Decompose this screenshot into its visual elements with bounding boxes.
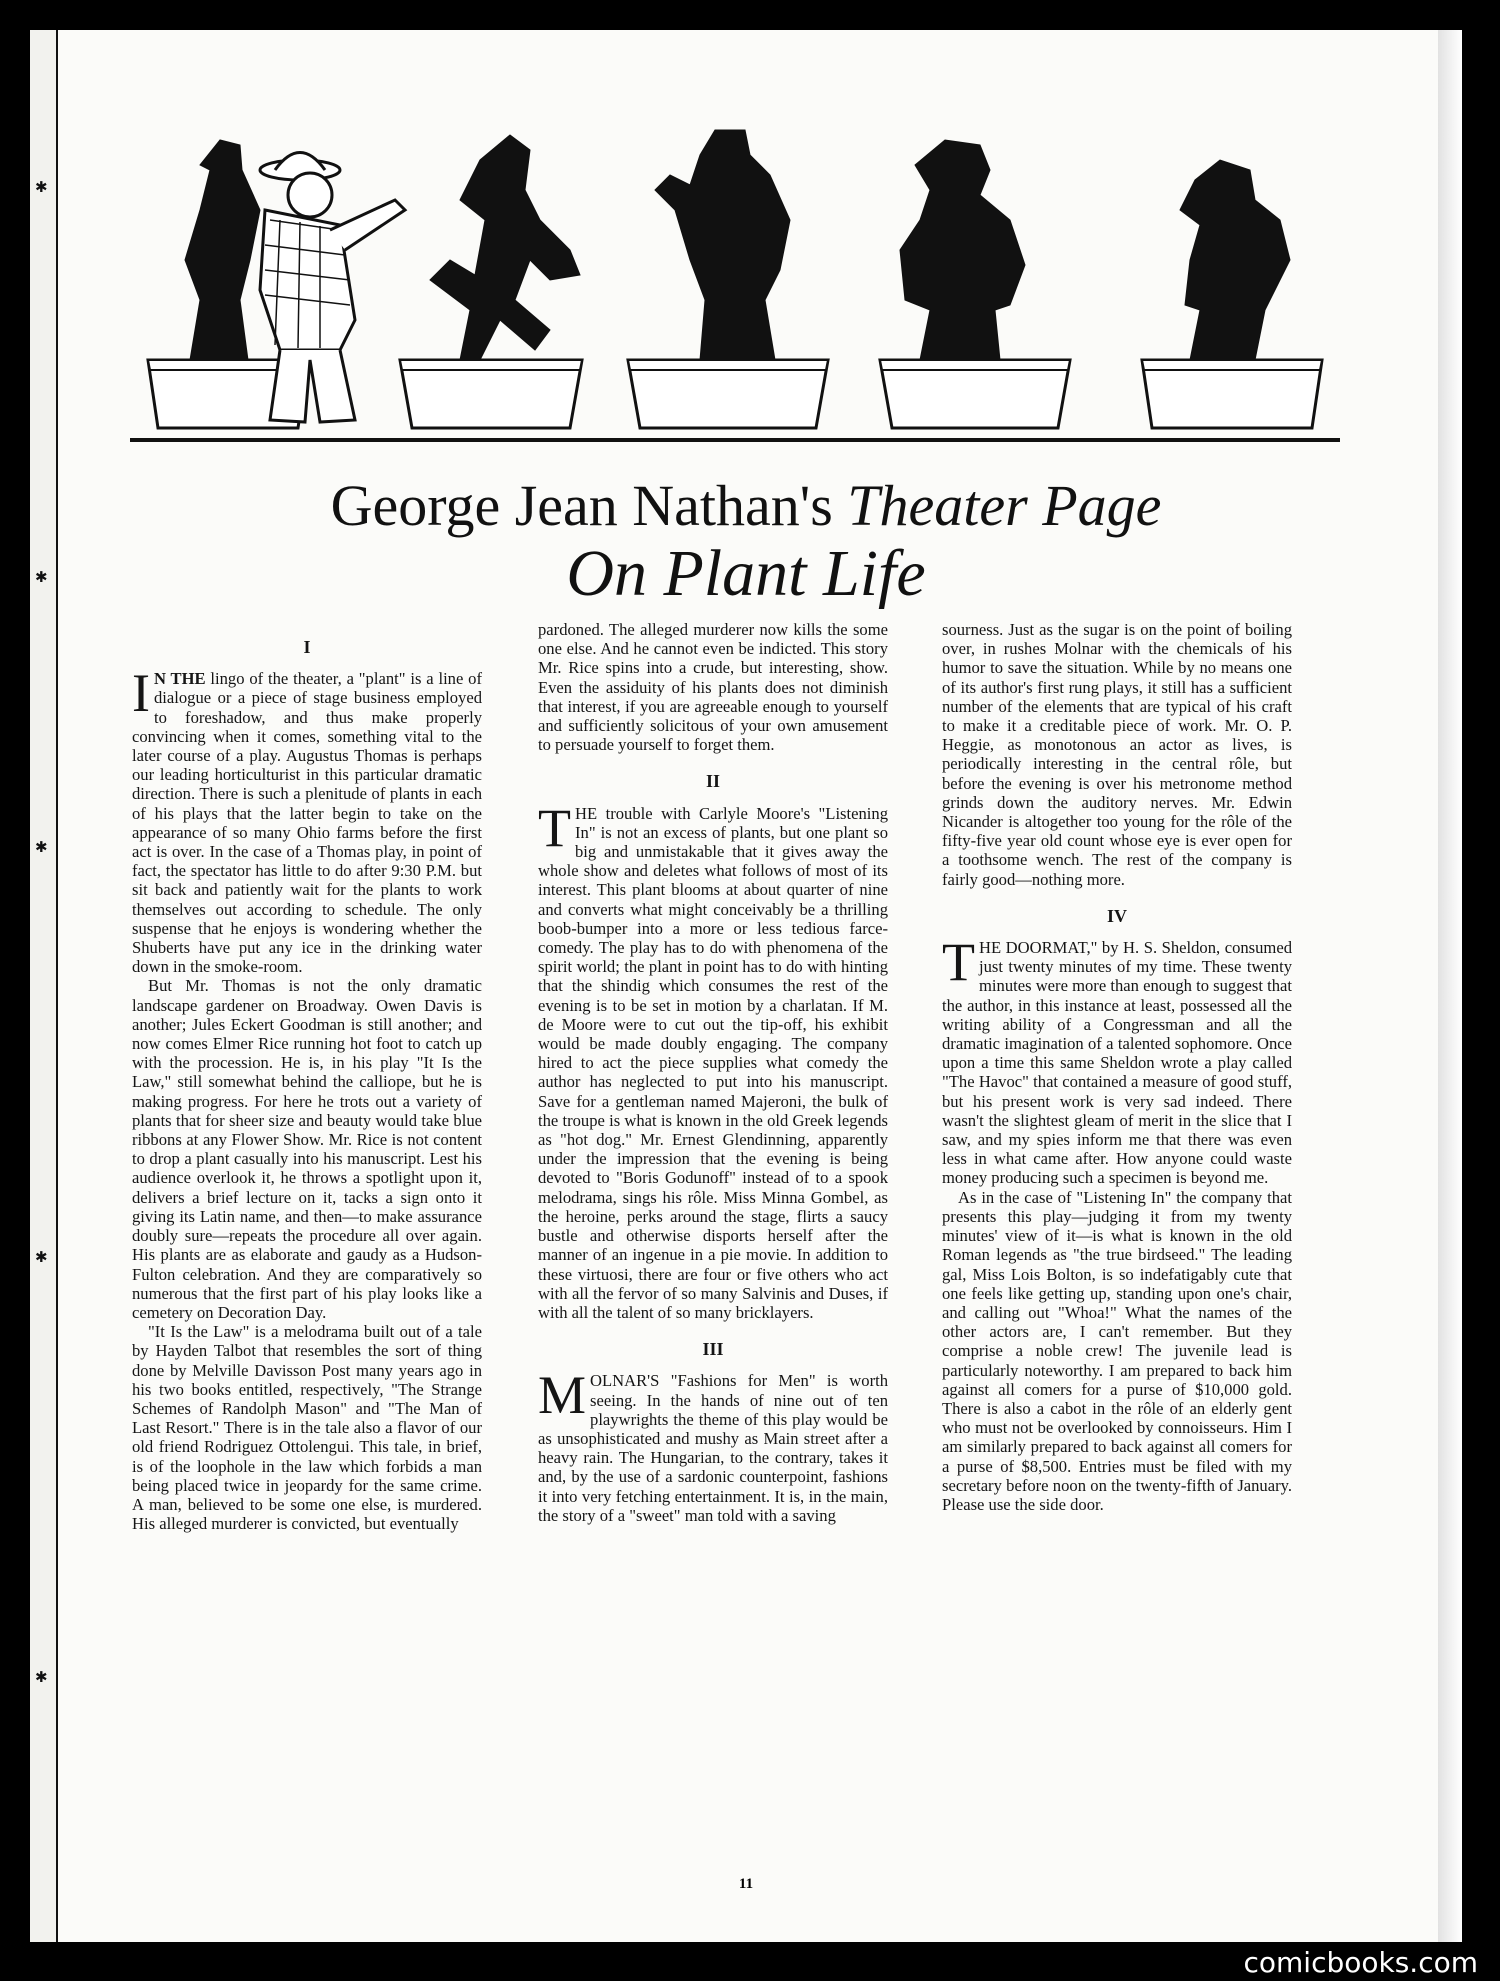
text-column-1: [132, 620, 482, 1533]
article-subtitle: On Plant Life: [566, 537, 926, 610]
gardener: [260, 153, 405, 423]
planter-2: [400, 360, 582, 428]
drop-cap: T: [538, 797, 571, 858]
drop-cap: M: [538, 1365, 587, 1426]
drop-cap: T: [942, 932, 975, 993]
section-heading: IV: [1106, 905, 1127, 926]
paragraph: [942, 932, 1292, 1188]
paragraph: [538, 797, 888, 1322]
section-heading: I: [303, 637, 311, 657]
paragraph: But Mr. Thomas is not the only dramatic landscape gardener on Broadway. Owen Davis is another; Jules Eckert Goodman is still another; and now comes Elmer Rice running hot foot to catch up with the procession. He is, in his play "It Is the Law," still somewhat behind the calliope, but he is making progress. For here he trots out a variety of plants that for sheer size and beauty would take blue ribbons at any Flower Show. Mr. Rice is not content to drop a plant casually into his manuscript. Lest his audience overlook it, he throws a spotlight upon it, delivers a brief lecture on it, tacks a sign onto it giving its Latin name, and then—to make assurance doubly sure—repeats the procedure all over again. His plants are as elaborate and gaudy as a Hudson-Fulton celebration. And they are comparatively so numerous that the first part of his play looks like a cemetery on Decoration Day.: [132, 976, 482, 1322]
binding-stud-icon: ✱: [35, 178, 48, 196]
lead-in: N THE: [153, 669, 206, 689]
paragraph: As in the case of "Listening In" the company that presents this play—judging it from my twenty minutes' view of it—is what is known in the old Roman legends as "the true birdseed." The leading gal, Miss Lois Bolton, is so indefatigably cute that one feels like getting up, standing upon one's chair, and calling out "Whoa!" What the names of the other actors are, I can't remember. But they comprise a noble crew! The juvenile lead is particularly noteworthy. I am prepared to back him against all comers for a purse of $10,000 gold. There is also a cabot in the rôle of an elderly gent who must not be overlooked by connoisseurs. Him I am similarly prepared to back against all comers for a purse of $8,500. Entries must be filed with my secretary before noon on the twenty-fifth of January. Please use the side door.: [942, 1187, 1292, 1514]
paragraph-text: HE DOORMAT," by H. S. Sheldon, consumed just twenty minutes of my time. These twenty minutes were more than enough to suggest that the author, in this instance at least, possessed all the writing ability of a Congressman and all the dramatic imagination of a talented sophomore. Once upon a time this same Sheldon wrote a play called "The Havoc" that contained a measure of good stuff, but his present work is very sad indeed. There wasn't the slightest gleam of merit in the slice that I saw, and my spies inform me that there was even less in what came after. How anyone could waste money producing such a specimen is beyond me.: [942, 938, 1292, 1188]
section-heading: III: [702, 1339, 724, 1360]
binding-stud-icon: ✱: [35, 1248, 48, 1266]
paragraph: pardoned. The alleged murderer now kills the some one else. And he cannot even be indicted. This story Mr. Rice spins into a crude, but interesting, show. Even the assiduity of his plants does not diminish that interest, if you are agreeable enough to yourself and sufficiently solicitous of your own amusement to persuade yourself to forget them.: [538, 620, 888, 755]
section-heading: II: [705, 771, 720, 792]
page-edge: [1438, 30, 1462, 1942]
binding-stud-icon: ✱: [35, 838, 48, 856]
paragraph: [132, 663, 483, 977]
title-feature: Theater Page: [847, 473, 1162, 538]
title-author: George Jean Nathan's: [330, 473, 848, 538]
paragraph: sourness. Just as the sugar is on the point of boiling over, in rushes Molnar with the chemicals of his humor to save the situation. While by no means one of its author's first rung plays, it still has a sufficient number of the elements that are typical of his craft to make it a creditable piece of work. Mr. O. P. Heggie, as monotonous an actor as lives, is periodically interesting in the central rôle, but before the evening is over his metronome method grinds down the auditory nerves. Mr. Edwin Nicander is altogether too young for the rôle of the fifty-five year old count whose eye is ever open for a toothsome wench. The rest of the company is fairly good—nothing more.: [942, 620, 1292, 889]
site-watermark: comicbooks.com: [1243, 1946, 1478, 1979]
paragraph-text: lingo of the theater, a "plant" is a line of dialogue or a piece of stage business employed to foreshadow, and thus make properly convincing when it comes, something vital to the later course of a play. Augustus Thomas is perhaps our leading horticulturist in this particular dramatic direction. There is such a plenitude of plants in each of his plays that the latter begin to take on the appearance of so many Ohio farms before the first act is over. In the case of a Thomas play, in point of fact, the spectator has little to do after 9:30 P.M. but sit back and patiently wait for the plants to work themselves out according to schedule. The only suspense that he enjoys is wondering whether the Shuberts have put any ice in the drinking water down in the smoke-room.: [132, 669, 483, 977]
text-column-3: [942, 620, 1292, 1514]
magazine-page: [30, 30, 1462, 1942]
planter-5: [1142, 360, 1322, 428]
planter-3: [628, 360, 828, 428]
binding-spine: [30, 30, 58, 1942]
paragraph: "It Is the Law" is a melodrama built out of a tale by Hayden Talbot that resembles the sort of thing done by Melville Davisson Post many years ago in his two books entitled, respectively, "The Strange Schemes of Randolph Mason" and "The Man of Last Resort." There is in the tale also a flavor of our old friend Rodriguez Ottolengui. This tale, in brief, is of the loophole in the law which forbids a man being placed twice in jeopardy for the same crime. A man, believed to be some one else, is murdered. His alleged murderer is convicted, but eventually: [132, 1322, 482, 1534]
paragraph-text: OLNAR'S "Fashions for Men" is worth seeing. In the hands of nine out of ten playwrights the theme of this play would be as unsophisticated and mushy as Main street after a heavy rain. The Hungarian, to the contrary, takes it and, by the use of a sardonic counterpoint, fashions it into very fetching entertainment. It is, in the main, the story of a "sweet" man told with a saving: [538, 1371, 888, 1525]
paragraph-text: HE trouble with Carlyle Moore's "Listening In" is not an excess of plants, but one plant so big and unmistakable that it gives away the whole show and deletes what follows of most of its interest. This plant blooms at about quarter of nine and converts what might conceivably be a thrilling boob-bumper into a more or less tedious farce-comedy. The play has to do with phenomena of the spirit world; the plant in point has to do with hinting that the shindig which consumes the rest of the evening is to be set in motion by a charlatan. If M. de Moore were to cut out the tip-off, his exhibit would be made doubly engaging. The company hired to act the piece supplies what comedy the author has neglected to put into his manuscript. Save for a gentleman named Majeroni, the bulk of the troupe is what is known in the old Greek legends as "hot dog." Mr. Ernest Glendinning, apparently under the impression that the evening is being devoted to "Boris Godunoff" instead of to a spook melodrama, sings his rôle. Miss Minna Gombel, as the heroine, perks around the stage, flirts a saucy bustle and otherwise disports herself after the manner of an ingenue in a pie movie. In addition to these virtuosi, there are four or five others who act with all the fervor of so many Salvinis and Duses, if with all the talent of so many bricklayers.: [538, 803, 888, 1322]
page-title: [30, 472, 1462, 539]
paragraph: [538, 1365, 888, 1525]
header-illustration: [130, 60, 1340, 442]
binding-stud-icon: ✱: [35, 568, 48, 586]
planter-4: [880, 360, 1070, 428]
text-column-2: [538, 620, 888, 1525]
page-number: 11: [738, 1876, 754, 1892]
binding-stud-icon: ✱: [35, 1668, 48, 1686]
topiary-illustration: [130, 60, 1340, 438]
drop-cap: I: [132, 663, 150, 724]
